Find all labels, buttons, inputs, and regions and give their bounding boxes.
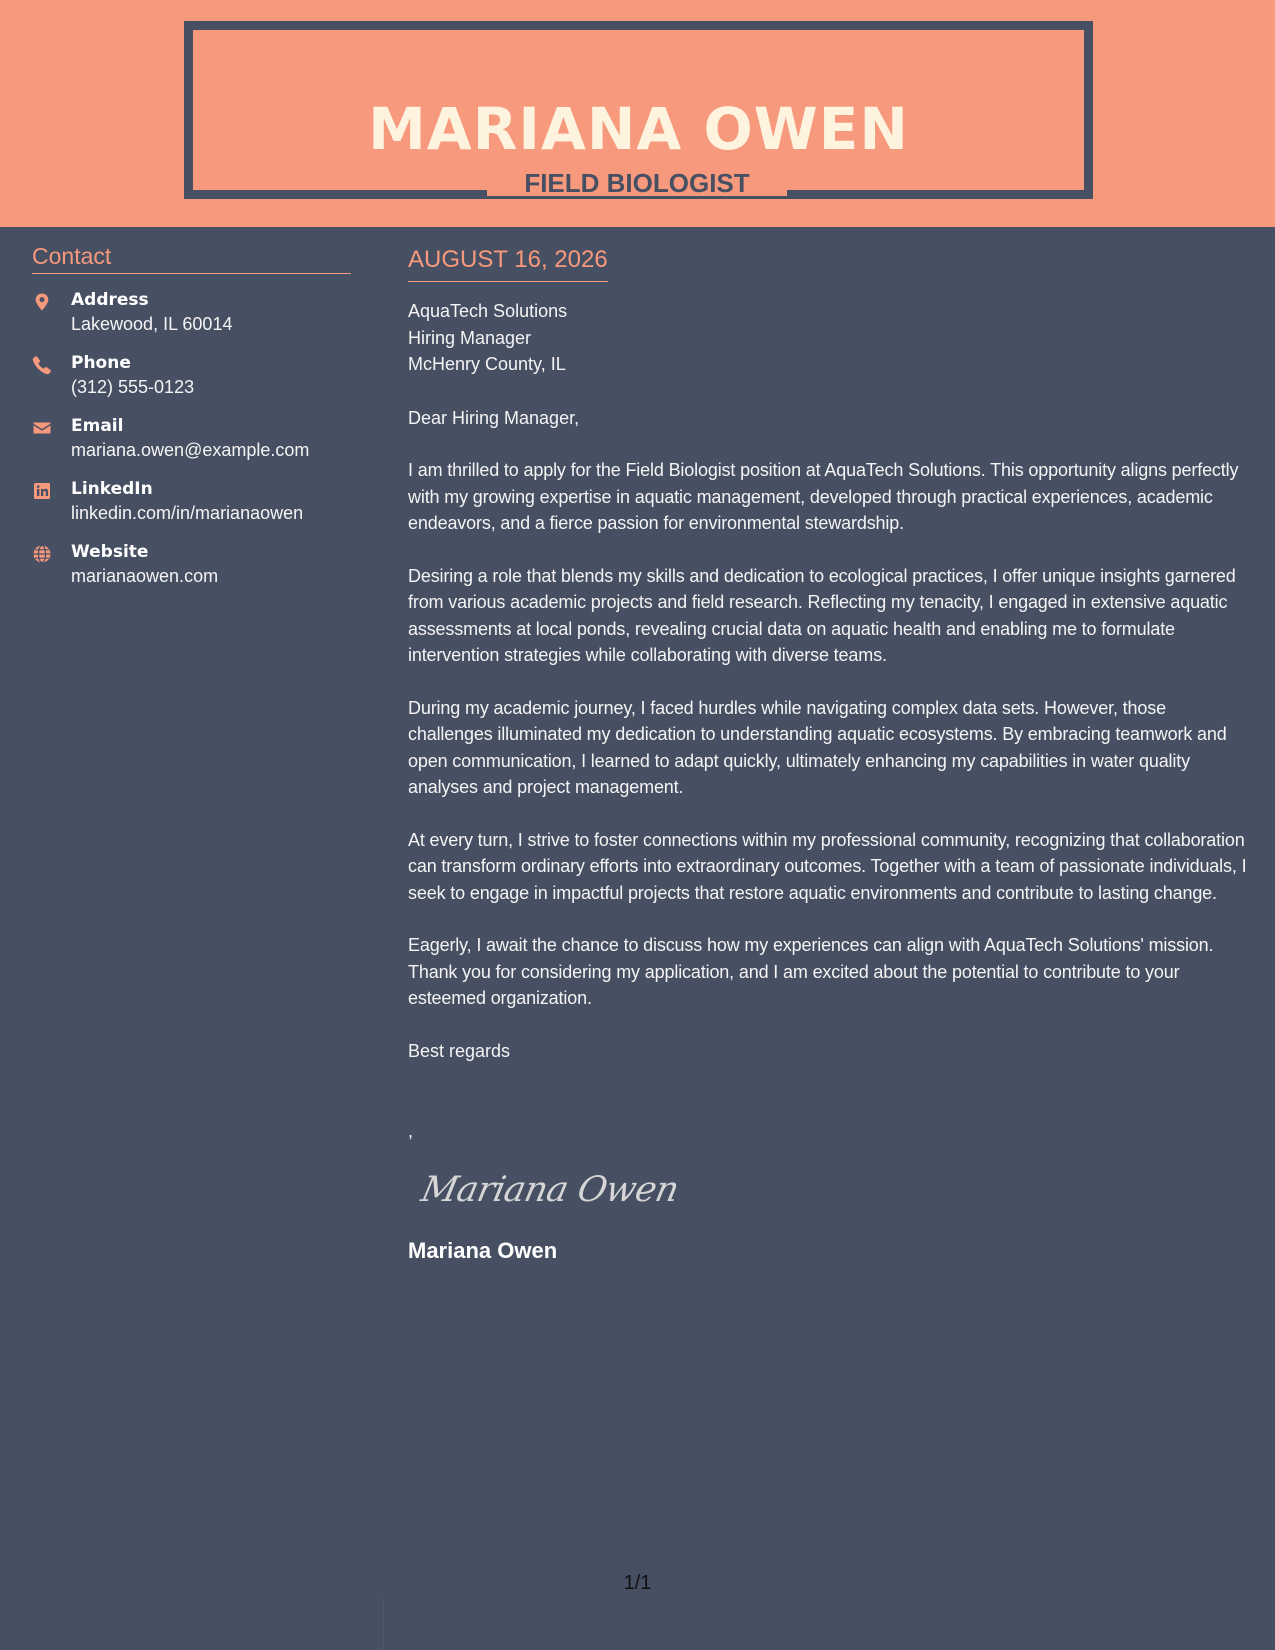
closing-comma: , xyxy=(408,1121,414,1141)
contact-phone xyxy=(32,351,351,400)
contact-label: Email xyxy=(71,416,124,436)
signature: Mariana Owen xyxy=(417,1170,683,1210)
contact-label: Website xyxy=(71,542,149,562)
job-title: FIELD BIOLOGIST xyxy=(524,168,750,198)
letter-date: AUGUST 16, 2026 xyxy=(408,244,608,282)
contact-sidebar xyxy=(32,240,351,589)
linkedin-icon xyxy=(32,481,52,501)
recipient-block xyxy=(408,298,1248,378)
contact-label: Address xyxy=(71,290,149,310)
paragraph: During my academic journey, I faced hurdles while navigating complex data sets. However, those challenges illuminated my dedication to understanding aquatic ecosystems. By embracing teamwork and open communication, I learned to adapt quickly, ultimately enhancing my capabilities in water quality analyses and project management. xyxy=(408,697,1227,797)
contact-label: LinkedIn xyxy=(71,479,153,499)
contact-value: (312) 555-0123 xyxy=(71,377,195,397)
contact-heading: Contact xyxy=(32,240,351,274)
letter-body xyxy=(408,244,1248,1266)
contact-value: marianaowen.com xyxy=(71,566,219,586)
paragraph: Desiring a role that blends my skills and dedication to ecological practices, I offer unique insights garnered from various academic projects and field research. Reflecting my tenacity, I engaged in extensive aquatic assessments at local ponds, revealing crucial data on aquatic health and enabling me to formulate intervention strategies while collaborating with diverse teams. xyxy=(408,565,1236,665)
globe-icon xyxy=(32,544,52,564)
column-divider xyxy=(383,1598,384,1650)
applicant-name: MARIANA OWEN xyxy=(368,95,909,163)
contact-address xyxy=(32,288,351,337)
closing: Best regards xyxy=(408,1040,511,1061)
phone-icon xyxy=(32,355,52,375)
recipient-company: AquaTech Solutions xyxy=(408,301,568,321)
recipient-role: Hiring Manager xyxy=(408,327,532,348)
paragraph: I am thrilled to apply for the Field Biologist position at AquaTech Solutions. This opportunity aligns perfectly with my growing expertise in aquatic management, developed through practical experiences, academic endeavors, and a fierce passion for environmental stewardship. xyxy=(408,460,1239,533)
paragraph: Eagerly, I await the chance to discuss how my experiences can align with AquaTech Solutions' mission. Thank you for considering my application, and I am excited about the potential to contribute to your esteemed organization. xyxy=(408,935,1214,1008)
contact-website xyxy=(32,540,351,589)
recipient-location: McHenry County, IL xyxy=(408,354,566,374)
map-pin-icon xyxy=(32,292,52,312)
contact-value: linkedin.com/in/marianaowen xyxy=(71,503,304,523)
contact-linkedin xyxy=(32,477,351,526)
envelope-icon xyxy=(32,418,52,438)
paragraph: At every turn, I strive to foster connections within my professional community, recognizing that collaboration can transform ordinary efforts into extraordinary outcomes. Together with a team of passionate individuals, I seek to engage in impactful projects that restore aquatic environments and contribute to lasting change. xyxy=(408,829,1247,903)
header-band xyxy=(0,0,1275,227)
salutation: Dear Hiring Manager, xyxy=(408,407,580,428)
page-number: 1/1 xyxy=(623,1572,652,1594)
contact-email xyxy=(32,414,351,463)
contact-value: mariana.owen@example.com xyxy=(71,440,310,460)
contact-value: Lakewood, IL 60014 xyxy=(71,314,233,334)
signer-name: Mariana Owen xyxy=(408,1238,558,1263)
contact-label: Phone xyxy=(71,353,131,373)
